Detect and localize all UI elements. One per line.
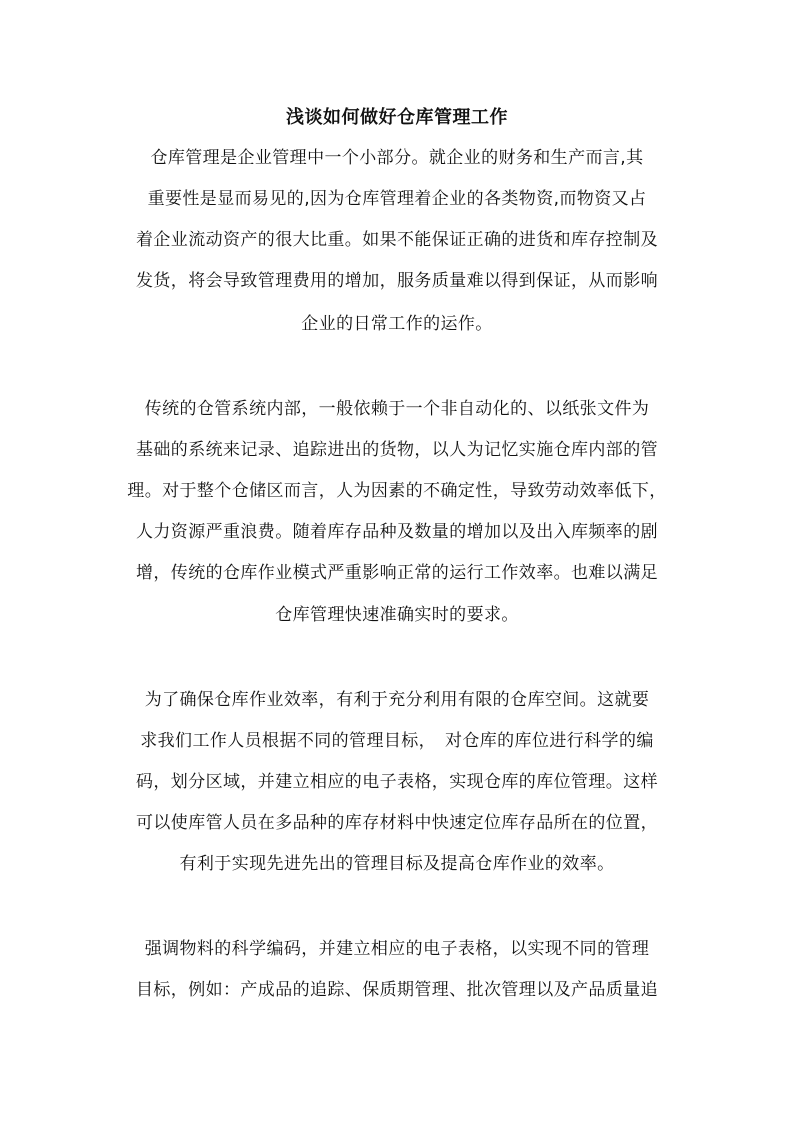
paragraph-3-line-4: 可以使库管人员在多品种的库存材料中快速定位库存品所在的位置， (136, 813, 658, 833)
paragraph-1-line-1: 仓库管理是企业管理中一个小部分。就企业的财务和生产而言,其 (150, 148, 644, 168)
paragraph-3-line-5: 有利于实现先进先出的管理目标及提高仓库作业的效率。 (179, 854, 615, 874)
paragraph-3-line-2: 求我们工作人员根据不同的管理目标， 对仓库的库位进行科学的编 (140, 731, 654, 751)
document-title: 浅谈如何做好仓库管理工作 (286, 107, 508, 128)
paragraph-3-line-3: 码，划分区域，并建立相应的电子表格，实现仓库的库位管理。这样 (136, 772, 658, 792)
paragraph-2-line-4: 人力资源严重浪费。随着库存品种及数量的增加以及出入库频率的剧 (136, 522, 658, 542)
paragraph-1-line-2: 重要性是显而易见的,因为仓库管理着企业的各类物资,而物资又占 (147, 189, 647, 209)
paragraph-2-line-6: 仓库管理快速准确实时的要求。 (275, 605, 519, 625)
paragraph-2-line-1: 传统的仓管系统内部，一般依赖于一个非自动化的、以纸张文件为 (144, 399, 650, 419)
paragraph-4-line-2: 目标，例如：产成品的追踪、保质期管理、批次管理以及产品质量追 (136, 980, 658, 1000)
paragraph-4-line-1: 强调物料的科学编码，并建立相应的电子表格，以实现不同的管理 (144, 939, 650, 959)
paragraph-1-line-4: 发货，将会导致管理费用的增加，服务质量难以得到保证，从而影响 (136, 271, 658, 291)
paragraph-2-line-3: 理。对于整个仓储区而言，人为因素的不确定性，导致劳动效率低下， (127, 481, 667, 501)
paragraph-1-line-5: 企业的日常工作的运作。 (301, 314, 493, 334)
paragraph-3-line-1: 为了确保仓库作业效率，有利于充分利用有限的仓库空间。这就要 (144, 690, 650, 710)
paragraph-2-line-5: 增，传统的仓库作业模式严重影响正常的运行工作效率。也难以满足 (136, 563, 658, 583)
paragraph-2-line-2: 基础的系统来记录、追踪进出的货物，以人为记忆实施仓库内部的管 (136, 440, 658, 460)
paragraph-1-line-3: 着企业流动资产的很大比重。如果不能保证正确的进货和库存控制及 (136, 230, 658, 250)
